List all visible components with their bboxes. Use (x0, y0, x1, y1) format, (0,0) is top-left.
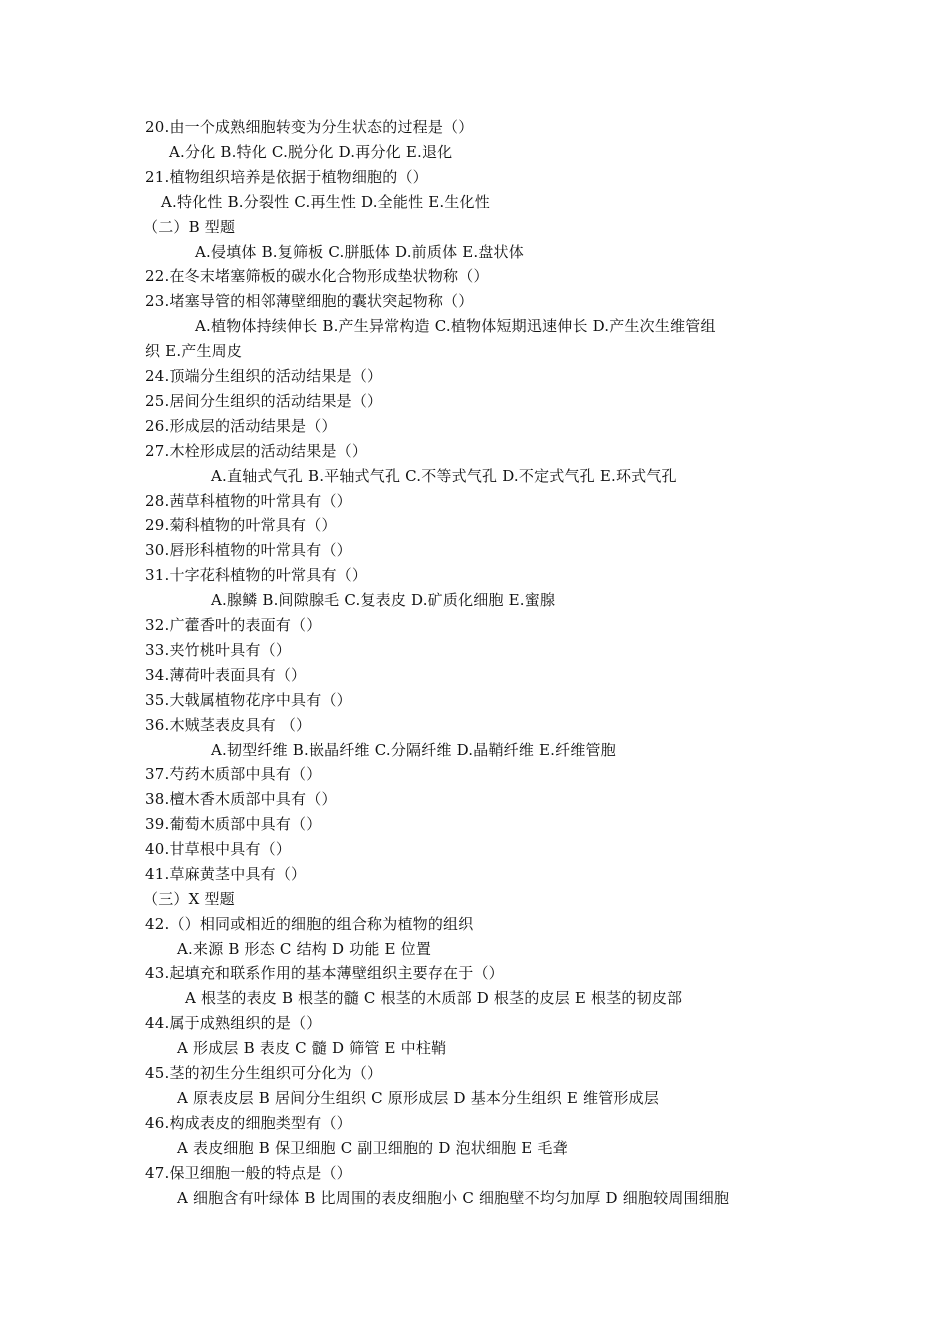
options-22-23: A.侵填体 B.复筛板 C.胼胝体 D.前质体 E.盘状体 (195, 243, 524, 261)
section-x-heading: （三）X 型题 (143, 890, 235, 908)
question-29: 29.菊科植物的叶常具有（） (145, 516, 337, 534)
options-45: A 原表皮层 B 居间分生组织 C 原形成层 D 基本分生组织 E 维管形成层 (177, 1089, 660, 1107)
options-21: A.特化性 B.分裂性 C.再生性 D.全能性 E.生化性 (161, 193, 490, 211)
question-27: 27.木栓形成层的活动结果是（） (145, 442, 368, 460)
question-23: 23.堵塞导管的相邻薄壁细胞的囊状突起物称（） (145, 292, 474, 310)
options-28-31: A.直轴式气孔 B.平轴式气孔 C.不等式气孔 D.不定式气孔 E.环式气孔 (211, 467, 677, 485)
options-47: A 细胞含有叶绿体 B 比周围的表皮细胞小 C 细胞壁不均匀加厚 D 细胞较周围细胞 (177, 1189, 730, 1207)
question-42: 42.（）相同或相近的细胞的组合称为植物的组织 (145, 915, 474, 933)
question-31: 31.十字花科植物的叶常具有（） (145, 566, 368, 584)
question-24: 24.顶端分生组织的活动结果是（） (145, 367, 383, 385)
options-24-27: A.植物体持续伸长 B.产生异常构造 C.植物体短期迅速伸长 D.产生次生维管组 (195, 317, 716, 335)
question-43: 43.起填充和联系作用的基本薄壁组织主要存在于（） (145, 964, 504, 982)
options-37-41: A.韧型纤维 B.嵌晶纤维 C.分隔纤维 D.晶鞘纤维 E.纤维管胞 (211, 741, 616, 759)
question-35: 35.大戟属植物花序中具有（） (145, 691, 352, 709)
question-33: 33.夹竹桃叶具有（） (145, 641, 292, 659)
question-34: 34.薄荷叶表面具有（） (145, 666, 307, 684)
question-20: 20.由一个成熟细胞转变为分生状态的过程是（） (145, 118, 474, 136)
options-42: A.来源 B 形态 C 结构 D 功能 E 位置 (177, 940, 432, 958)
options-32-36: A.腺鳞 B.间隙腺毛 C.复表皮 D.矿质化细胞 E.蜜腺 (211, 591, 556, 609)
question-45: 45.茎的初生分生组织可分化为（） (145, 1064, 383, 1082)
question-32: 32.广藿香叶的表面有（） (145, 616, 322, 634)
options-46: A 表皮细胞 B 保卫细胞 C 副卫细胞的 D 泡状细胞 E 毛聋 (177, 1139, 568, 1157)
question-41: 41.草麻黄茎中具有（） (145, 865, 307, 883)
options-43: A 根茎的表皮 B 根茎的髓 C 根茎的木质部 D 根茎的皮层 E 根茎的韧皮部 (185, 989, 683, 1007)
question-38: 38.檀木香木质部中具有（） (145, 790, 337, 808)
question-40: 40.甘草根中具有（） (145, 840, 292, 858)
question-26: 26.形成层的活动结果是（） (145, 417, 337, 435)
question-36: 36.木贼茎表皮具有 （） (145, 716, 312, 734)
question-46: 46.构成表皮的细胞类型有（） (145, 1114, 352, 1132)
question-44: 44.属于成熟组织的是（） (145, 1014, 322, 1032)
options-44: A 形成层 B 表皮 C 髓 D 筛管 E 中柱鞘 (177, 1039, 447, 1057)
options-20: A.分化 B.特化 C.脱分化 D.再分化 E.退化 (169, 143, 453, 161)
question-47: 47.保卫细胞一般的特点是（） (145, 1164, 352, 1182)
question-37: 37.芍药木质部中具有（） (145, 765, 322, 783)
question-25: 25.居间分生组织的活动结果是（） (145, 392, 383, 410)
question-39: 39.葡萄木质部中具有（） (145, 815, 322, 833)
options-24-27-cont: 织 E.产生周皮 (145, 342, 243, 360)
question-21: 21.植物组织培养是依据于植物细胞的（） (145, 168, 428, 186)
question-22: 22.在冬末堵塞筛板的碳水化合物形成垫状物称（） (145, 267, 489, 285)
question-30: 30.唇形科植物的叶常具有（） (145, 541, 352, 559)
section-b-heading: （二）B 型题 (143, 218, 236, 236)
question-28: 28.茜草科植物的叶常具有（） (145, 492, 352, 510)
